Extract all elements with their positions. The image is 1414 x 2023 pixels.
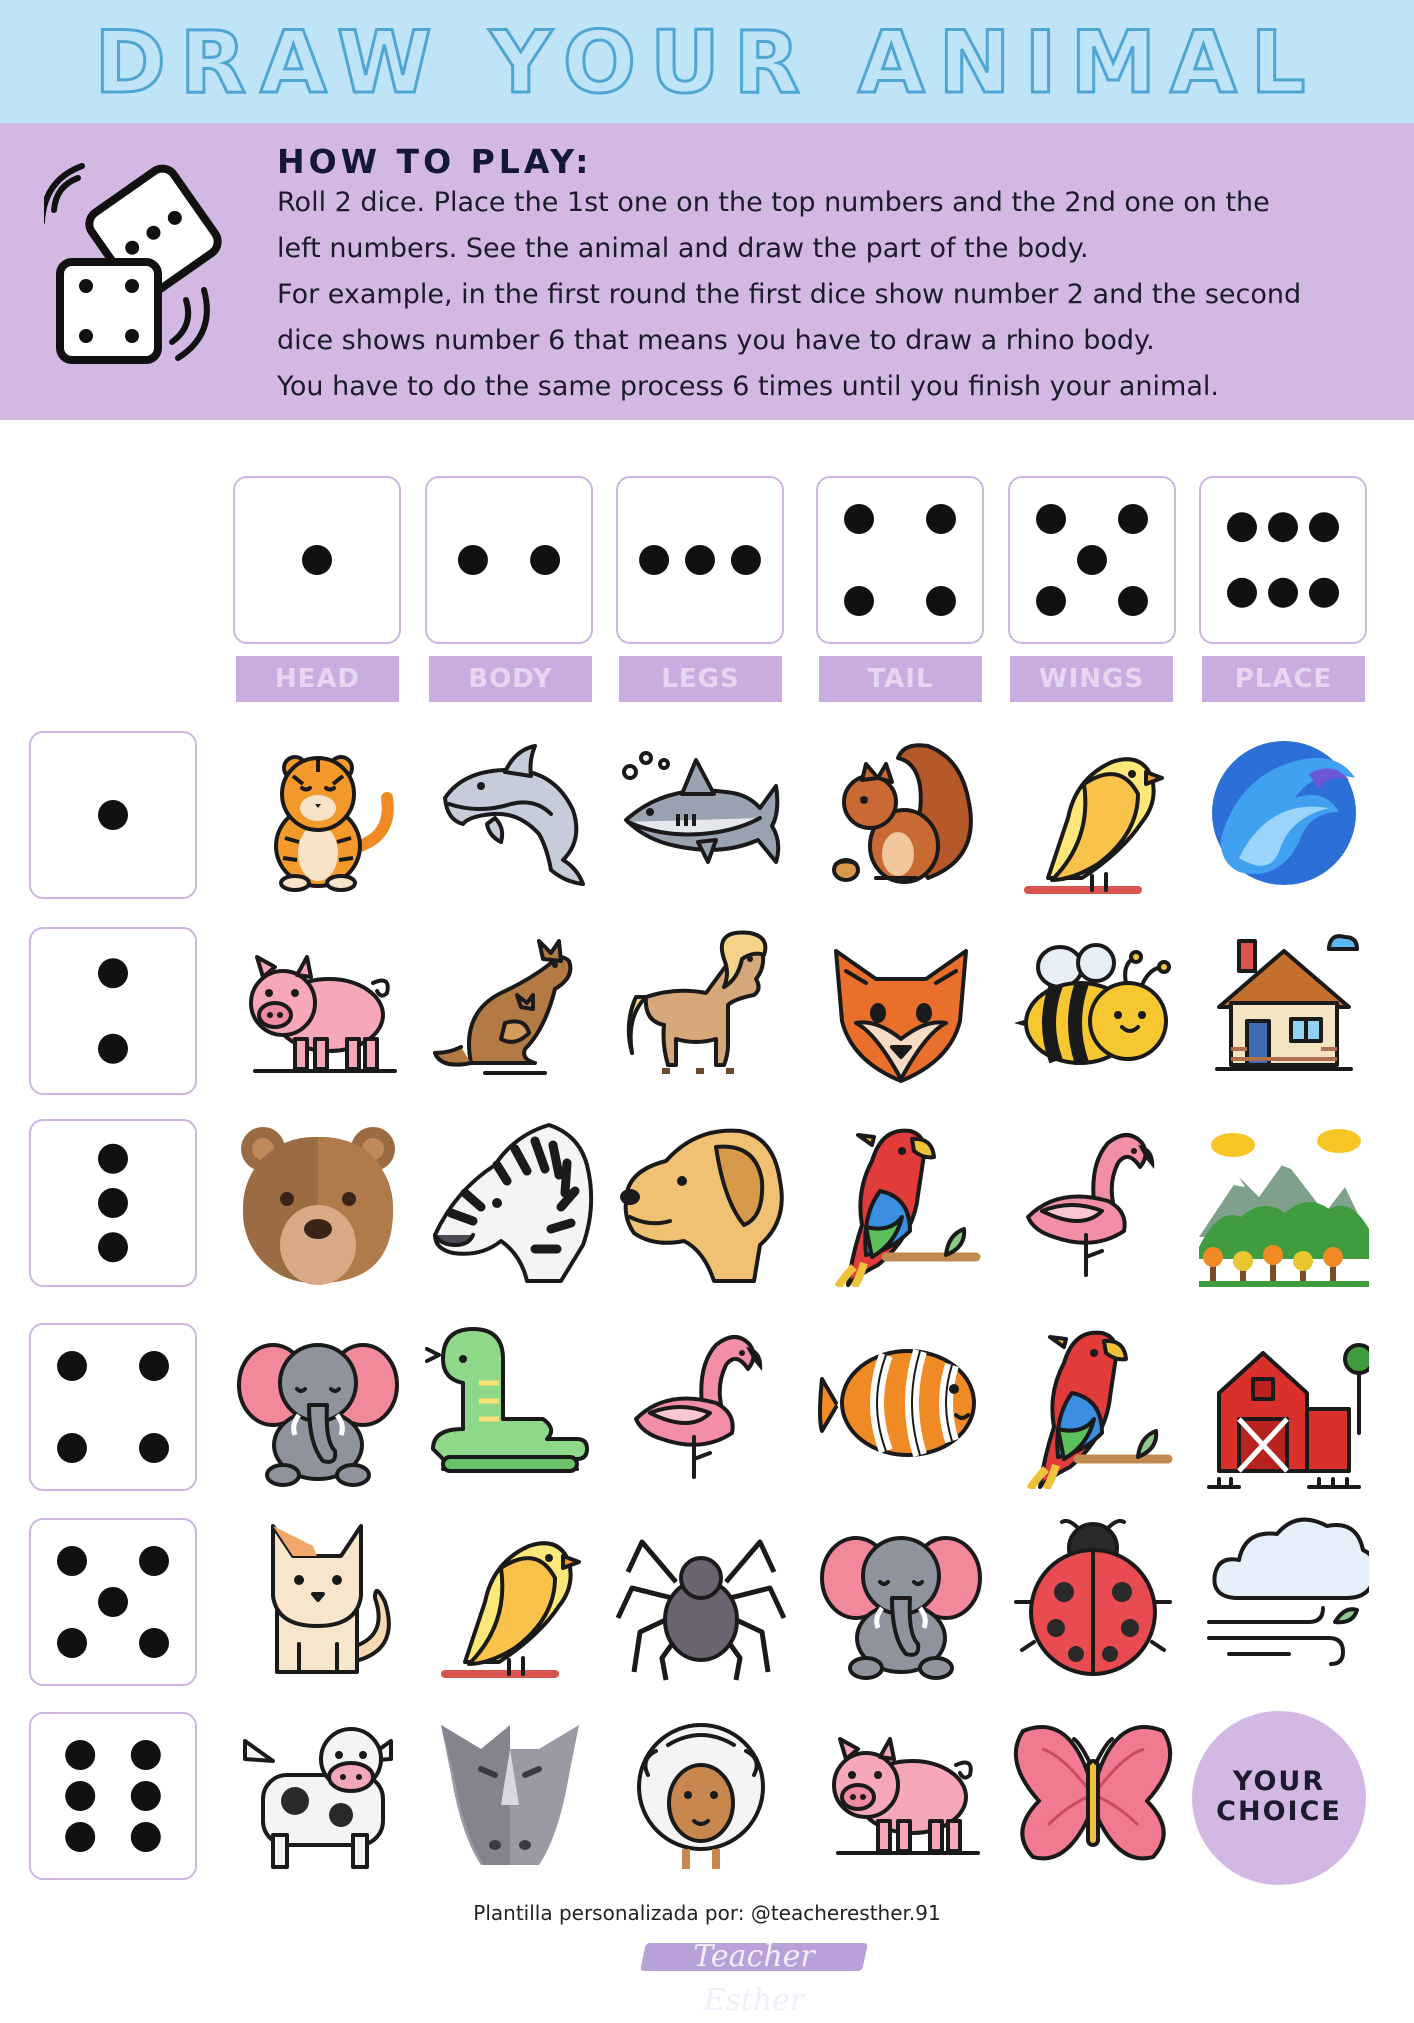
elephant-icon xyxy=(233,1319,403,1489)
die-pip xyxy=(639,545,669,575)
bear-icon xyxy=(233,1117,403,1287)
barn-icon xyxy=(1199,1319,1369,1489)
die-pip xyxy=(1036,586,1066,616)
die-pip xyxy=(131,1781,161,1811)
die-pip xyxy=(530,545,560,575)
label-head: HEAD xyxy=(236,656,399,702)
pig-icon xyxy=(233,923,403,1093)
sheep-icon xyxy=(616,1705,786,1875)
elephant-icon xyxy=(816,1512,986,1682)
parrot-icon xyxy=(1008,1319,1178,1489)
die-pip xyxy=(98,1232,128,1262)
forest-icon xyxy=(1199,1117,1369,1287)
row-die-5 xyxy=(29,1518,197,1686)
die-pip xyxy=(98,1587,128,1617)
label-wings: WINGS xyxy=(1010,656,1173,702)
die-pip xyxy=(844,586,874,616)
instruction-line: For example, in the first round the first dice show number 2 and the second xyxy=(277,279,1302,310)
die-pip xyxy=(98,1188,128,1218)
label-tail: TAIL xyxy=(819,656,982,702)
horse-icon xyxy=(616,923,786,1093)
canary-icon xyxy=(425,1512,595,1682)
row-die-4 xyxy=(29,1323,197,1491)
die-pip xyxy=(139,1546,169,1576)
your-choice-line1: YOUR xyxy=(1232,1766,1326,1797)
signature-logo xyxy=(643,1935,865,2018)
snake-icon xyxy=(425,1319,595,1489)
die-pip xyxy=(1309,578,1339,608)
die-pip xyxy=(926,504,956,534)
die-pip xyxy=(1077,545,1107,575)
die-pip xyxy=(926,586,956,616)
column-die-3 xyxy=(616,476,784,644)
dice-pair-icon xyxy=(44,150,224,370)
kangaroo-icon xyxy=(425,923,595,1093)
column-die-6 xyxy=(1199,476,1367,644)
row-die-6 xyxy=(29,1712,197,1880)
page-title: DRAW YOUR ANIMAL xyxy=(94,13,1320,113)
die-pip xyxy=(685,545,715,575)
tiger-icon xyxy=(233,728,403,898)
flamingo-icon xyxy=(616,1319,786,1489)
label-body: BODY xyxy=(429,656,592,702)
instruction-line: dice shows number 6 that means you have to draw a rhino body. xyxy=(277,325,1155,356)
die-pip xyxy=(57,1628,87,1658)
die-pip xyxy=(1227,578,1257,608)
your-choice-line2: CHOICE xyxy=(1216,1796,1342,1827)
canary-icon xyxy=(1008,728,1178,898)
column-die-4 xyxy=(816,476,984,644)
die-pip xyxy=(98,1144,128,1174)
wave-icon xyxy=(1199,728,1369,898)
die-pip xyxy=(139,1351,169,1381)
instruction-line: You have to do the same process 6 times until you finish your animal. xyxy=(277,371,1219,402)
die-pip xyxy=(131,1822,161,1852)
flamingo-icon xyxy=(1008,1117,1178,1287)
die-pip xyxy=(1268,578,1298,608)
die-pip xyxy=(302,545,332,575)
die-pip xyxy=(98,1034,128,1064)
house-icon xyxy=(1199,923,1369,1093)
die-pip xyxy=(65,1822,95,1852)
column-die-2 xyxy=(425,476,593,644)
credit-text: Plantilla personalizada por: @teacheresther.91 xyxy=(473,1901,941,1925)
bee-icon xyxy=(1008,923,1178,1093)
die-pip xyxy=(1227,512,1257,542)
butterfly-icon xyxy=(1008,1705,1178,1875)
die-pip xyxy=(65,1781,95,1811)
die-pip xyxy=(57,1351,87,1381)
cat-icon xyxy=(233,1512,403,1682)
die-pip xyxy=(1118,586,1148,616)
spider-icon xyxy=(616,1512,786,1682)
die-pip xyxy=(139,1628,169,1658)
die-pip xyxy=(131,1740,161,1770)
column-die-1 xyxy=(233,476,401,644)
your-choice-badge xyxy=(1192,1711,1366,1885)
signature-text: Teacher Esther xyxy=(693,1939,815,2018)
fox-icon xyxy=(816,923,986,1093)
cow-icon xyxy=(233,1705,403,1875)
dolphin-icon xyxy=(425,728,595,898)
how-to-play-title: HOW TO PLAY: xyxy=(277,142,593,181)
clownfish-icon xyxy=(816,1319,986,1489)
row-die-2 xyxy=(29,927,197,1095)
column-die-5 xyxy=(1008,476,1176,644)
parrot-icon xyxy=(816,1117,986,1287)
dog-icon xyxy=(616,1117,786,1287)
wind-icon xyxy=(1199,1512,1369,1682)
die-pip xyxy=(139,1433,169,1463)
instruction-line: left numbers. See the animal and draw the part of the body. xyxy=(277,233,1089,264)
row-die-3 xyxy=(29,1119,197,1287)
how-to-play-instructions xyxy=(277,180,1377,410)
die-pip xyxy=(98,800,128,830)
die-pip xyxy=(1036,504,1066,534)
label-place: PLACE xyxy=(1202,656,1365,702)
label-legs: LEGS xyxy=(619,656,782,702)
ladybug-icon xyxy=(1008,1512,1178,1682)
squirrel-icon xyxy=(816,728,986,898)
instruction-line: Roll 2 dice. Place the 1st one on the top numbers and the 2nd one on the xyxy=(277,187,1270,218)
die-pip xyxy=(98,958,128,988)
rhino-icon xyxy=(425,1705,595,1875)
die-pip xyxy=(1309,512,1339,542)
die-pip xyxy=(65,1740,95,1770)
die-pip xyxy=(57,1546,87,1576)
die-pip xyxy=(844,504,874,534)
row-die-1 xyxy=(29,731,197,899)
die-pip xyxy=(731,545,761,575)
zebra-icon xyxy=(425,1117,595,1287)
die-pip xyxy=(458,545,488,575)
shark-icon xyxy=(616,728,786,898)
die-pip xyxy=(1268,512,1298,542)
pig-icon xyxy=(816,1705,986,1875)
die-pip xyxy=(57,1433,87,1463)
die-pip xyxy=(1118,504,1148,534)
